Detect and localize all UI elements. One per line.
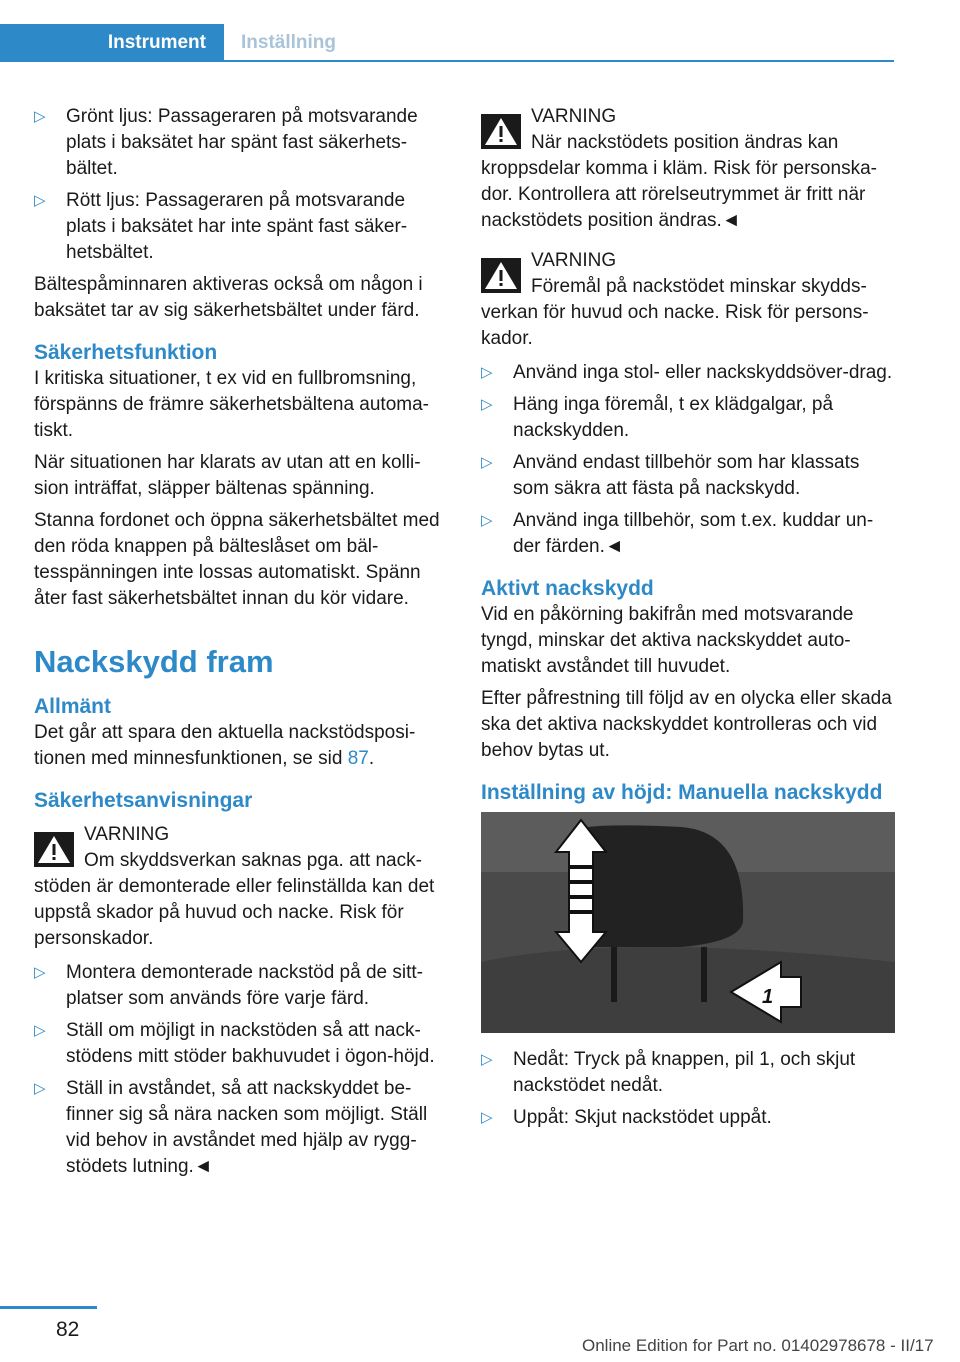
- headrest-illustration: [481, 812, 895, 1033]
- paragraph: Efter påfrestning till följd av en olycka eller skada ska det aktiva nackskyddet kontrolleras och vid behov bytas ut.: [481, 688, 892, 761]
- paragraph: Stanna fordonet och öppna säkerhetsbältet med den röda knappen på bälteslåset om bäl‐tesspänningen inte lossas automatiskt. Spänn åter fast säkerhetsbältet innan du kör vidare.: [34, 510, 440, 609]
- heading-allmant: Allmänt: [34, 695, 112, 718]
- paragraph: Vid en påkörning bakifrån med motsvarande tyngd, minskar det aktiva nackskyddet auto‐matiskt avståndet till huvudet.: [481, 604, 854, 677]
- heading-installning-hojd: Inställning av höjd: Manuella nackskydd: [481, 781, 883, 804]
- page-header: [0, 0, 894, 62]
- arrow-label: 1: [762, 986, 774, 1008]
- warning-triangle-icon: [481, 258, 521, 293]
- warning-title: VARNING: [84, 824, 170, 845]
- heading-nackskydd-fram: Nackskydd fram: [34, 644, 274, 679]
- right-column: [481, 104, 895, 1137]
- heading-sakerhetsfunktion: Säkerhetsfunktion: [34, 341, 218, 364]
- paragraph: Bältespåminnaren aktiveras också om någon i baksätet tar av sig säkerhetsbältet under färd.: [34, 274, 423, 321]
- tab-installning[interactable]: Inställning: [241, 32, 336, 53]
- list-item: ▷ Rött ljus: Passageraren på motsvarande plats i baksätet har inte spänt fast säker‐hetsbältet.: [34, 190, 408, 263]
- bullet-triangle-icon: ▷: [481, 1051, 493, 1068]
- warning-text: Om skyddsverkan saknas pga. att nack‐: [84, 850, 422, 871]
- bullet-triangle-icon: ▷: [481, 364, 493, 381]
- list-item: ▷ Ställ in avståndet, så att nackskyddet be‐finner sig så nära nacken som möjligt. Ställ vid behov in avståndet med hjälp av rygg‐stödets lutning.◄: [34, 1078, 428, 1177]
- bullet-triangle-icon: ▷: [481, 1109, 493, 1126]
- warning-text: stöden är demonterade eller felinställda kan det uppstå skador på huvud och nacke. Risk för personskador.: [34, 876, 435, 949]
- list-item: ▷ Nedåt: Tryck på knappen, pil 1, och skjut nackstödet nedåt.: [481, 1049, 856, 1096]
- list-item: ▷ Grönt ljus: Passageraren på motsvarande plats i baksätet har spänt fast säkerhets‐bältet.: [34, 106, 418, 179]
- warning-block: [481, 104, 895, 234]
- warning-triangle-icon: [34, 832, 74, 867]
- bullet-triangle-icon: ▷: [34, 964, 46, 981]
- page-link[interactable]: 87: [347, 748, 369, 769]
- bullet-triangle-icon: ▷: [481, 454, 493, 471]
- heading-sakerhetsanvisningar: Säkerhetsanvisningar: [34, 789, 253, 812]
- bullet-triangle-icon: ▷: [481, 396, 493, 413]
- warning-text: kroppsdelar komma i kläm. Risk för personska‐dor. Kontrollera att rörelseutrymmet är fritt när nackstödets position ändras.◄: [481, 158, 877, 231]
- list-item: ▷ Använd endast tillbehör som har klassats som säkra att fästa på nackskydd.: [481, 452, 860, 499]
- warning-title: VARNING: [531, 250, 617, 271]
- warning-block: [481, 248, 895, 352]
- list-item: ▷ Uppåt: Skjut nackstödet uppåt.: [481, 1105, 895, 1131]
- bullet-triangle-icon: ▷: [34, 1080, 46, 1097]
- left-column: [34, 104, 448, 1186]
- warning-text: Föremål på nackstödet minskar skydds‐: [531, 276, 867, 297]
- edition-note: Online Edition for Part no. 01402978678 - II/17: [582, 1336, 934, 1355]
- bullet-triangle-icon: ▷: [34, 108, 46, 125]
- warning-text: verkan för huvud och nacke. Risk för persons‐kador.: [481, 302, 869, 349]
- warning-text: När nackstödets position ändras kan: [531, 132, 839, 153]
- bullet-triangle-icon: ▷: [34, 192, 46, 209]
- header-rule: [224, 60, 894, 62]
- bullet-triangle-icon: ▷: [481, 512, 493, 529]
- warning-block: [34, 822, 448, 952]
- paragraph: När situationen har klarats av utan att en kolli‐sion inträffat, släpper bältenas spänning.: [34, 452, 421, 499]
- heading-aktivt-nackskydd: Aktivt nackskydd: [481, 577, 654, 600]
- tab-instrument[interactable]: Instrument: [0, 24, 224, 62]
- list-item: ▷ Använd inga tillbehör, som t.ex. kuddar un‐der färden.◄: [481, 510, 874, 557]
- warning-title: VARNING: [531, 106, 617, 127]
- page-number: 82: [56, 1318, 80, 1341]
- warning-triangle-icon: [481, 114, 521, 149]
- headrest-photo: [481, 812, 895, 1033]
- list-item: ▷ Montera demonterade nackstöd på de sitt‐platser som används före varje färd.: [34, 962, 423, 1009]
- list-item: ▷ Använd inga stol- eller nackskyddsöver‐drag.: [481, 360, 895, 386]
- paragraph: Det går att spara den aktuella nackstödsposi‐tionen med minnesfunktionen, se sid 87.: [34, 722, 416, 769]
- list-item: ▷ Ställ om möjligt in nackstöden så att nack‐stödens mitt stöder bakhuvudet i ögon‐höjd.: [34, 1020, 435, 1067]
- list-item: ▷ Häng inga föremål, t ex klädgalgar, på nackskydden.: [481, 394, 834, 441]
- footer-rule: [0, 1306, 97, 1309]
- bullet-triangle-icon: ▷: [34, 1022, 46, 1039]
- paragraph: I kritiska situationer, t ex vid en fullbromsning, förspänns de främre säkerhetsbältena automa‐tiskt.: [34, 368, 429, 441]
